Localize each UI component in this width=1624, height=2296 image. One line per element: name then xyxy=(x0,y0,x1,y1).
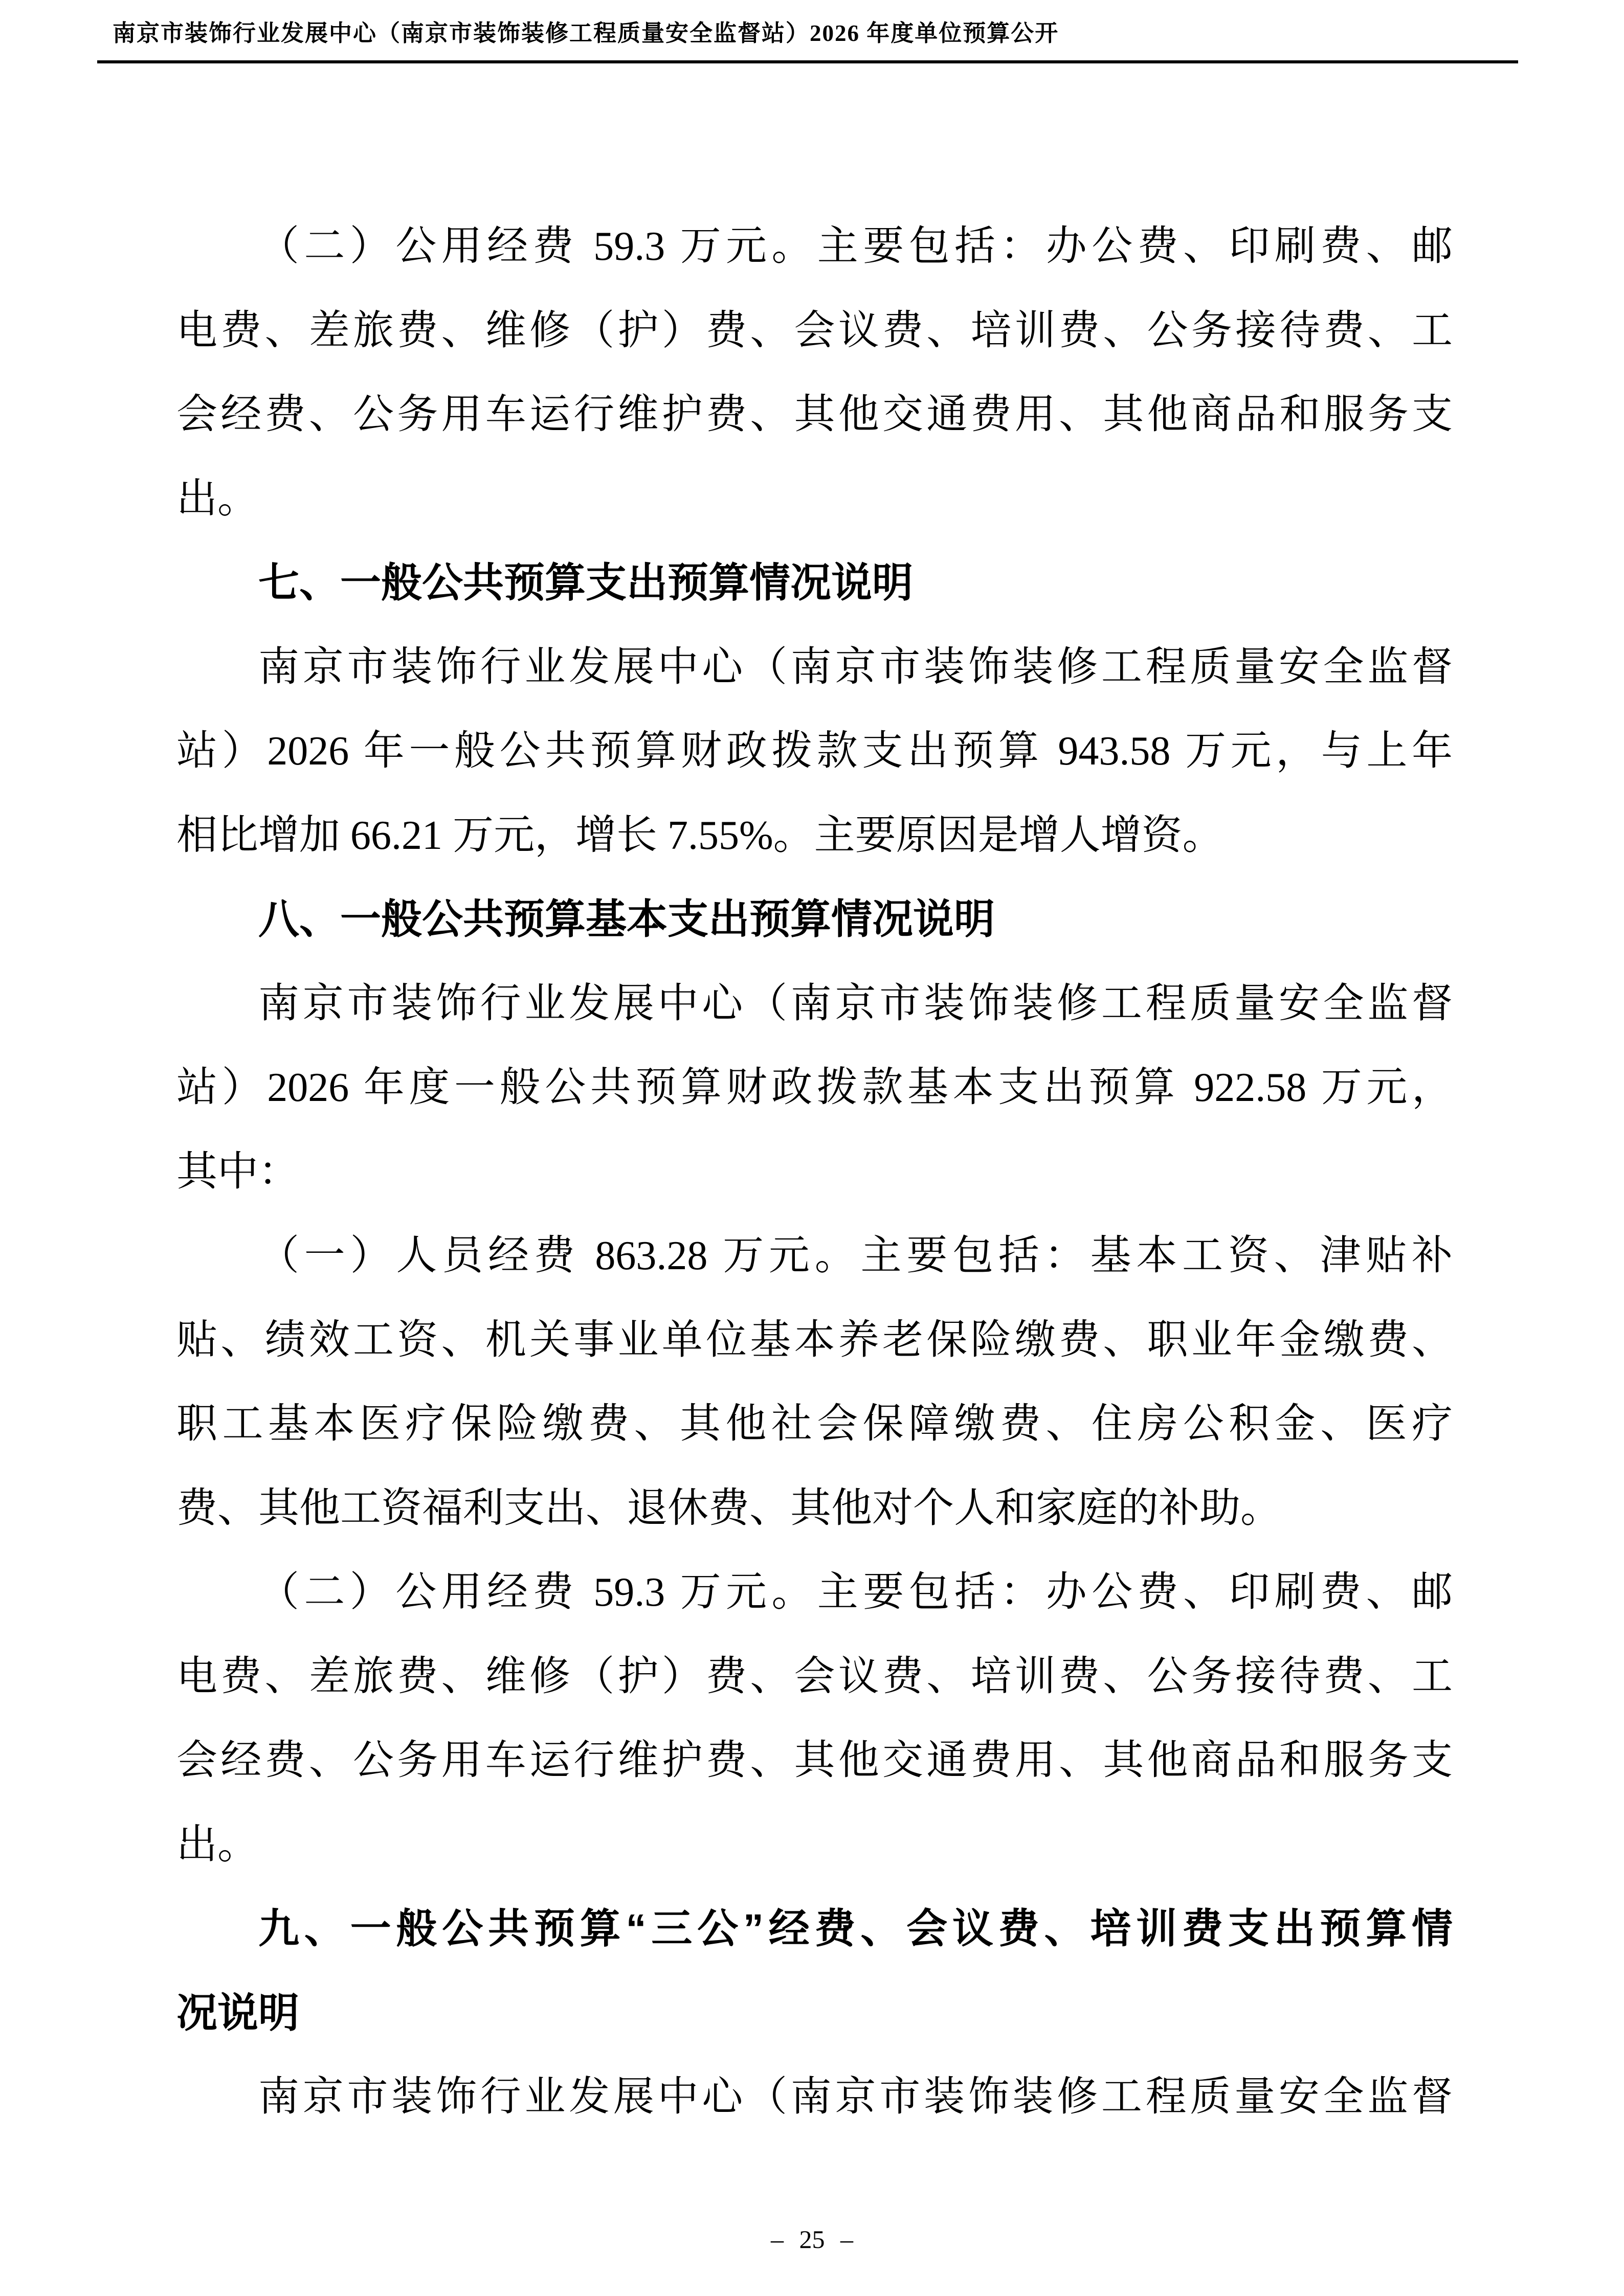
paragraph-line: （二）公用经费 59.3 万元。主要包括：办公费、印刷费、邮 xyxy=(258,224,1453,269)
paragraph-line: 南京市装饰行业发展中心（南京市装饰装修工程质量安全监督 xyxy=(258,2075,1453,2120)
paragraph-line: （一）人员经费 863.28 万元。主要包括：基本工资、津贴补 xyxy=(258,1233,1453,1278)
heading-line: 七、一般公共预算支出预算情况说明 xyxy=(258,560,913,605)
heading-line: 八、一般公共预算基本支出预算情况说明 xyxy=(258,896,995,942)
paragraph-line: 费、其他工资福利支出、退休费、其他对个人和家庭的补助。 xyxy=(176,1485,1281,1531)
paragraph-line: 其中： xyxy=(176,1149,299,1195)
heading-line: 九、一般公共预算“三公”经费、会议费、培训费支出预算情 xyxy=(258,1906,1453,1951)
header-title: 南京市装饰行业发展中心（南京市装饰装修工程质量安全监督站）2026 年度单位预算公开 xyxy=(113,20,1059,46)
heading-line: 况说明 xyxy=(176,1990,299,2036)
paragraph-line: 南京市装饰行业发展中心（南京市装饰装修工程质量安全监督 xyxy=(258,981,1453,1026)
page-header xyxy=(97,18,1518,63)
paragraph-line: 贴、绩效工资、机关事业单位基本养老保险缴费、职业年金缴费、 xyxy=(176,1317,1453,1363)
paragraph-line: （二）公用经费 59.3 万元。主要包括：办公费、印刷费、邮 xyxy=(258,1570,1453,1615)
paragraph-line: 出。 xyxy=(176,476,258,522)
document-body xyxy=(176,205,1453,2140)
paragraph-line: 电费、差旅费、维修（护）费、会议费、培训费、公务接待费、工 xyxy=(176,1654,1453,1699)
paragraph-line: 站）2026 年一般公共预算财政拨款支出预算 943.58 万元，与上年 xyxy=(176,729,1453,774)
paragraph-line: 南京市装饰行业发展中心（南京市装饰装修工程质量安全监督 xyxy=(258,644,1453,690)
paragraph-line: 站）2026 年度一般公共预算财政拨款基本支出预算 922.58 万元， xyxy=(176,1065,1453,1110)
paragraph-line: 职工基本医疗保险缴费、其他社会保障缴费、住房公积金、医疗 xyxy=(176,1402,1453,1447)
paragraph-line: 电费、差旅费、维修（护）费、会议费、培训费、公务接待费、工 xyxy=(176,308,1453,353)
paragraph-line: 会经费、公务用车运行维护费、其他交通费用、其他商品和服务支 xyxy=(176,1738,1453,1783)
paragraph-line: 出。 xyxy=(176,1822,258,1867)
page-number: – 25 – xyxy=(771,2225,853,2254)
paragraph-line: 会经费、公务用车运行维护费、其他交通费用、其他商品和服务支 xyxy=(176,392,1453,437)
paragraph-line: 相比增加 66.21 万元，增长 7.55%。主要原因是增人增资。 xyxy=(176,813,1223,858)
